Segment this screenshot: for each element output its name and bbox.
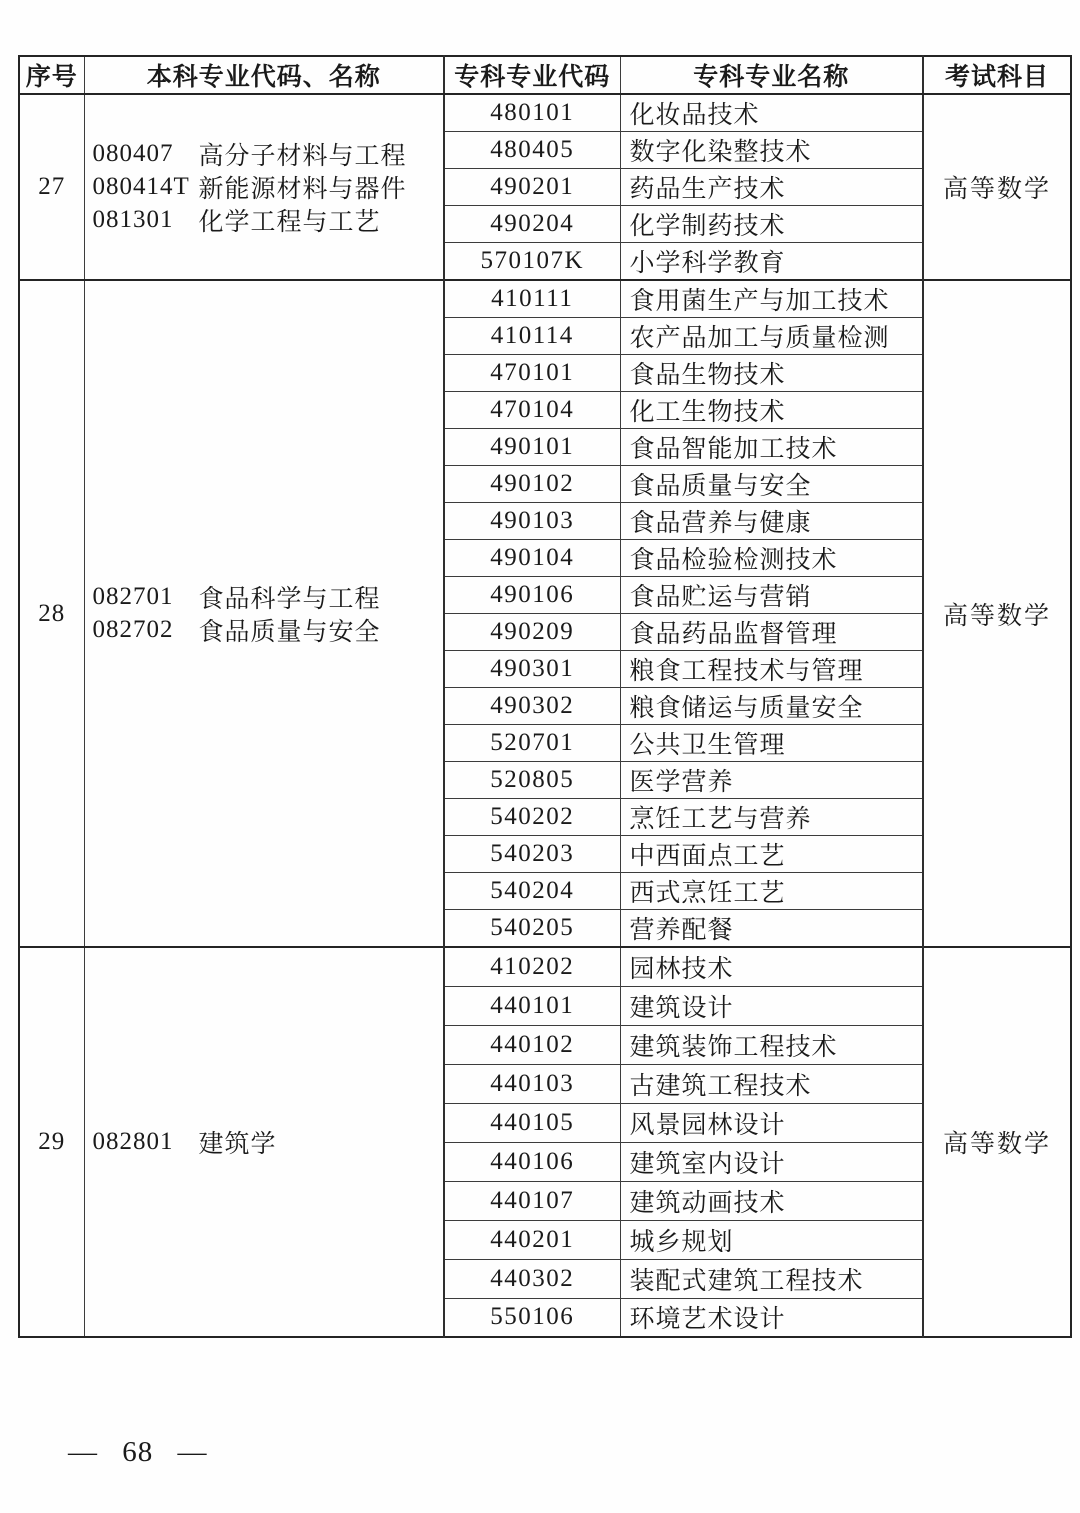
undergrad-major-line <box>93 1126 444 1159</box>
junior-code-cell: 480405 <box>444 132 620 169</box>
junior-name-cell: 城乡规划 <box>620 1220 923 1259</box>
junior-code-cell: 490302 <box>444 688 620 725</box>
junior-name-cell: 食品贮运与营销 <box>620 577 923 614</box>
junior-code-cell: 520701 <box>444 725 620 762</box>
junior-name-cell: 药品生产技术 <box>620 169 923 206</box>
junior-name-cell: 西式烹饪工艺 <box>620 873 923 910</box>
junior-name-cell: 风景园林设计 <box>620 1103 923 1142</box>
undergrad-major-line <box>93 204 444 237</box>
junior-code-cell: 440106 <box>444 1142 620 1181</box>
junior-name-cell: 中西面点工艺 <box>620 836 923 873</box>
junior-code-cell: 410111 <box>444 280 620 318</box>
col-header-undergrad-code-name: 本科专业代码、名称 <box>84 56 444 94</box>
undergrad-major-name: 建筑学 <box>198 1131 277 1158</box>
junior-code-cell: 440302 <box>444 1259 620 1298</box>
major-row <box>19 280 1071 318</box>
junior-name-cell: 烹饪工艺与营养 <box>620 799 923 836</box>
junior-name-cell: 园林技术 <box>620 947 923 986</box>
junior-name-cell: 食品营养与健康 <box>620 503 923 540</box>
junior-name-cell: 环境艺术设计 <box>620 1298 923 1337</box>
junior-name-cell: 食品质量与安全 <box>620 466 923 503</box>
junior-name-cell: 建筑装饰工程技术 <box>620 1025 923 1064</box>
junior-name-cell: 粮食储运与质量安全 <box>620 688 923 725</box>
junior-name-cell: 粮食工程技术与管理 <box>620 651 923 688</box>
junior-name-cell: 食品药品监督管理 <box>620 614 923 651</box>
undergrad-major-name: 新能源材料与器件 <box>198 176 407 203</box>
junior-code-cell: 490104 <box>444 540 620 577</box>
major-row <box>19 94 1071 132</box>
junior-name-cell: 农产品加工与质量检测 <box>620 318 923 355</box>
junior-code-cell: 410202 <box>444 947 620 986</box>
junior-code-cell: 520805 <box>444 762 620 799</box>
undergrad-major-line <box>93 171 444 204</box>
col-header-seq: 序号 <box>19 56 84 94</box>
junior-name-cell: 营养配餐 <box>620 910 923 948</box>
junior-code-cell: 440107 <box>444 1181 620 1220</box>
undergrad-major-line <box>93 614 444 647</box>
junior-code-cell: 490106 <box>444 577 620 614</box>
junior-code-cell: 490301 <box>444 651 620 688</box>
junior-name-cell: 食品检验检测技术 <box>620 540 923 577</box>
exam-subject-cell: 高等数学 <box>923 280 1071 947</box>
undergrad-majors-cell <box>84 280 444 947</box>
junior-code-cell: 440201 <box>444 1220 620 1259</box>
junior-code-cell: 470104 <box>444 392 620 429</box>
undergrad-major-name: 食品科学与工程 <box>198 586 381 613</box>
junior-code-cell: 540205 <box>444 910 620 948</box>
junior-name-cell: 食品生物技术 <box>620 355 923 392</box>
junior-code-cell: 480101 <box>444 94 620 132</box>
undergrad-major-code: 082701 <box>92 583 174 610</box>
junior-code-cell: 440101 <box>444 986 620 1025</box>
junior-name-cell: 医学营养 <box>620 762 923 799</box>
majors-mapping-table <box>18 55 1072 1338</box>
junior-name-cell: 装配式建筑工程技术 <box>620 1259 923 1298</box>
undergrad-major-code: 081301 <box>92 206 174 233</box>
undergrad-major-code: 082702 <box>92 616 174 643</box>
exam-subject-cell: 高等数学 <box>923 94 1071 280</box>
junior-code-cell: 490201 <box>444 169 620 206</box>
junior-name-cell: 小学科学教育 <box>620 243 923 281</box>
junior-name-cell: 建筑动画技术 <box>620 1181 923 1220</box>
undergrad-major-code: 080414T <box>92 173 190 200</box>
junior-code-cell: 540204 <box>444 873 620 910</box>
junior-code-cell: 540203 <box>444 836 620 873</box>
col-header-exam-subject: 考试科目 <box>923 56 1071 94</box>
undergrad-majors-cell <box>84 94 444 280</box>
junior-name-cell: 古建筑工程技术 <box>620 1064 923 1103</box>
col-header-junior-name: 专科专业名称 <box>620 56 923 94</box>
undergrad-majors-cell <box>84 947 444 1337</box>
junior-code-cell: 490209 <box>444 614 620 651</box>
junior-name-cell: 数字化染整技术 <box>620 132 923 169</box>
junior-code-cell: 410114 <box>444 318 620 355</box>
major-row <box>19 947 1071 986</box>
junior-code-cell: 490102 <box>444 466 620 503</box>
undergrad-major-name: 化学工程与工艺 <box>198 209 381 236</box>
seq-cell: 27 <box>19 94 84 280</box>
col-header-junior-code: 专科专业代码 <box>444 56 620 94</box>
junior-name-cell: 化妆品技术 <box>620 94 923 132</box>
junior-code-cell: 440105 <box>444 1103 620 1142</box>
junior-code-cell: 470101 <box>444 355 620 392</box>
junior-code-cell: 570107K <box>444 243 620 281</box>
undergrad-major-line <box>93 581 444 614</box>
junior-name-cell: 建筑室内设计 <box>620 1142 923 1181</box>
exam-subject-cell: 高等数学 <box>923 947 1071 1337</box>
seq-cell: 29 <box>19 947 84 1337</box>
junior-code-cell: 550106 <box>444 1298 620 1337</box>
undergrad-major-name: 食品质量与安全 <box>198 619 381 646</box>
junior-code-cell: 540202 <box>444 799 620 836</box>
junior-name-cell: 食品智能加工技术 <box>620 429 923 466</box>
junior-code-cell: 440102 <box>444 1025 620 1064</box>
page-number: — 68 — <box>68 1436 208 1468</box>
junior-name-cell: 公共卫生管理 <box>620 725 923 762</box>
seq-cell: 28 <box>19 280 84 947</box>
junior-name-cell: 食用菌生产与加工技术 <box>620 280 923 318</box>
undergrad-major-line <box>93 138 444 171</box>
undergrad-major-code: 082801 <box>92 1128 174 1155</box>
table-header-row <box>19 56 1071 94</box>
junior-code-cell: 490103 <box>444 503 620 540</box>
junior-code-cell: 490204 <box>444 206 620 243</box>
undergrad-major-name: 高分子材料与工程 <box>198 143 407 170</box>
undergrad-major-code: 080407 <box>92 140 174 167</box>
junior-name-cell: 建筑设计 <box>620 986 923 1025</box>
junior-code-cell: 490101 <box>444 429 620 466</box>
junior-name-cell: 化工生物技术 <box>620 392 923 429</box>
junior-code-cell: 440103 <box>444 1064 620 1103</box>
junior-name-cell: 化学制药技术 <box>620 206 923 243</box>
